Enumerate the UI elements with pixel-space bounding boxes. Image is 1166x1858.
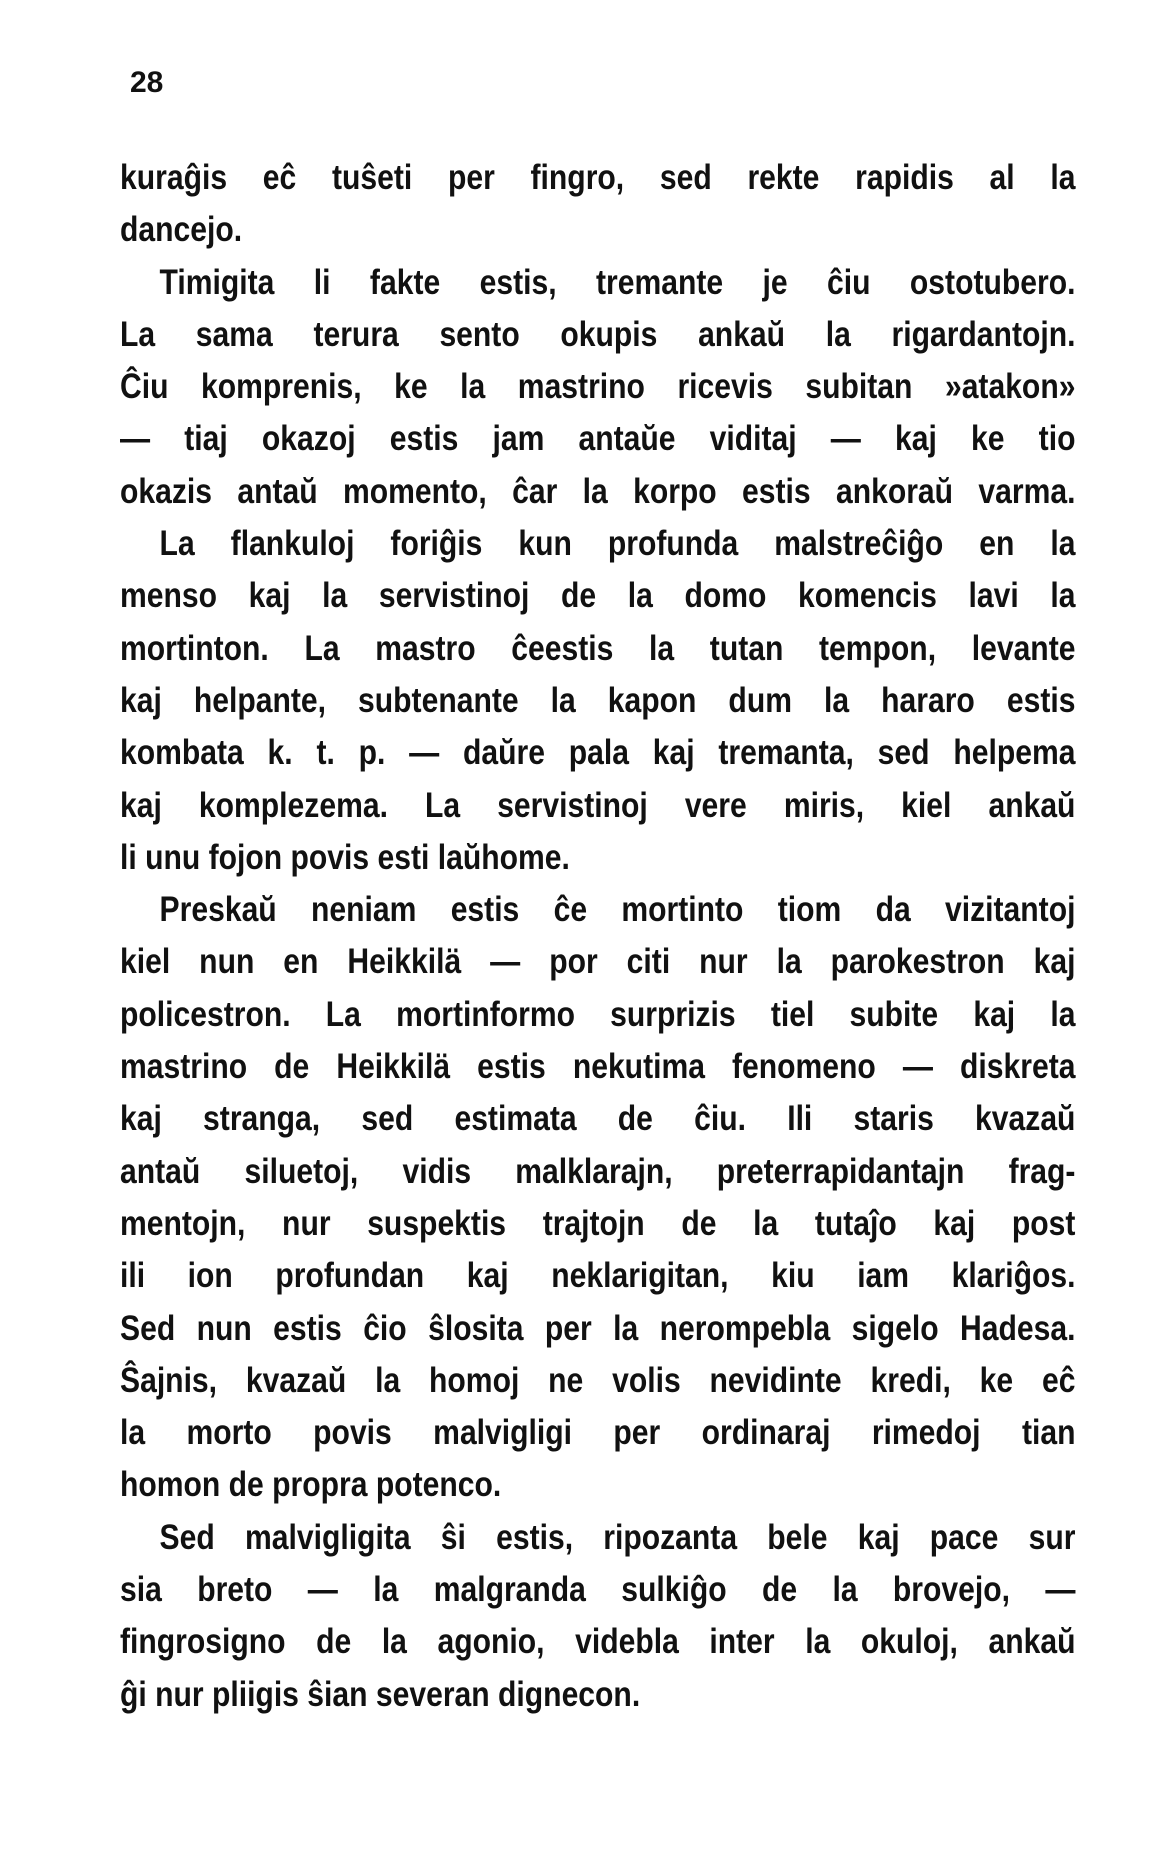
paragraph-4 [120, 884, 1076, 1512]
text-line: sia breto — la malgranda sulkiĝo de la brovejo, — [120, 1570, 1076, 1610]
paragraph-3 [120, 518, 1076, 884]
text-line: mentojn, nur suspektis trajtojn de la tutaĵo kaj post [120, 1203, 1076, 1243]
text-line: Sed malvigligita ŝi estis, ripozanta bele kaj pace sur [159, 1517, 1076, 1557]
text-line: kuraĝis eĉ tuŝeti per fingro, sed rekte rapidis al la [120, 158, 1076, 197]
text-line: kombata k. t. p. — daŭre pala kaj tremanta, sed helpema [120, 733, 1076, 773]
text-line: ĝi nur pliigis ŝian severan dignecon. [120, 1674, 641, 1714]
text-line: menso kaj la servistinoj de la domo komencis lavi la [120, 576, 1076, 616]
text-line: homon de propra potenco. [120, 1465, 502, 1505]
text-line: La sama terura sento okupis ankaŭ la rigardantojn. [120, 314, 1076, 354]
text-line: okazis antaŭ momento, ĉar la korpo estis ankoraŭ varma. [120, 471, 1076, 511]
page-number: 28 [130, 66, 164, 99]
text-line: policestron. La mortinformo surprizis tiel subite kaj la [120, 994, 1076, 1034]
paragraph-1 [120, 152, 1076, 257]
text-line: mortinton. La mastro ĉeestis la tutan tempon, levante [120, 628, 1076, 668]
text-line: kaj komplezema. La servistinoj vere miris, kiel ankaŭ [120, 785, 1076, 825]
text-line: la morto povis malvigligi per ordinaraj rimedoj tian [120, 1413, 1076, 1453]
paragraph-2 [120, 257, 1076, 518]
text-line: kaj stranga, sed estimata de ĉiu. Ili staris kvazaŭ [120, 1099, 1076, 1139]
text-line: Ŝajnis, kvazaŭ la homoj ne volis nevidinte kredi, ke eĉ [120, 1360, 1076, 1400]
text-line: li unu fojon povis esti laŭhome. [120, 837, 570, 877]
paragraph-5 [120, 1512, 1076, 1721]
text-line: La flankuloj foriĝis kun profunda malstreĉiĝo en la [159, 524, 1076, 564]
text-line: antaŭ siluetoj, vidis malklarajn, preterrapidantajn frag- [120, 1151, 1076, 1191]
text-line: dancejo. [120, 210, 243, 250]
text-line: kiel nun en Heikkilä — por citi nur la parokestron kaj [120, 942, 1076, 982]
text-line: Ĉiu komprenis, ke la mastrino ricevis subitan »atakon» [120, 367, 1076, 407]
text-line: kaj helpante, subtenante la kapon dum la hararo estis [120, 680, 1076, 720]
text-line: Sed nun estis ĉio ŝlosita per la nerompebla sigelo Hadesa. [120, 1308, 1076, 1348]
text-line: mastrino de Heikkilä estis nekutima fenomeno — diskreta [120, 1047, 1076, 1087]
text-line: Preskaŭ neniam estis ĉe mortinto tiom da vizitantoj [159, 890, 1076, 930]
body-text [120, 152, 1076, 1721]
text-line: — tiaj okazoj estis jam antaŭe viditaj — kaj ke tio [120, 419, 1076, 459]
text-line: Timigita li fakte estis, tremante je ĉiu ostotubero. [159, 262, 1076, 302]
text-line: fingrosigno de la agonio, videbla inter la okuloj, ankaŭ [120, 1622, 1076, 1662]
text-line: ili ion profundan kaj neklarigitan, kiu iam klariĝos. [120, 1256, 1076, 1296]
